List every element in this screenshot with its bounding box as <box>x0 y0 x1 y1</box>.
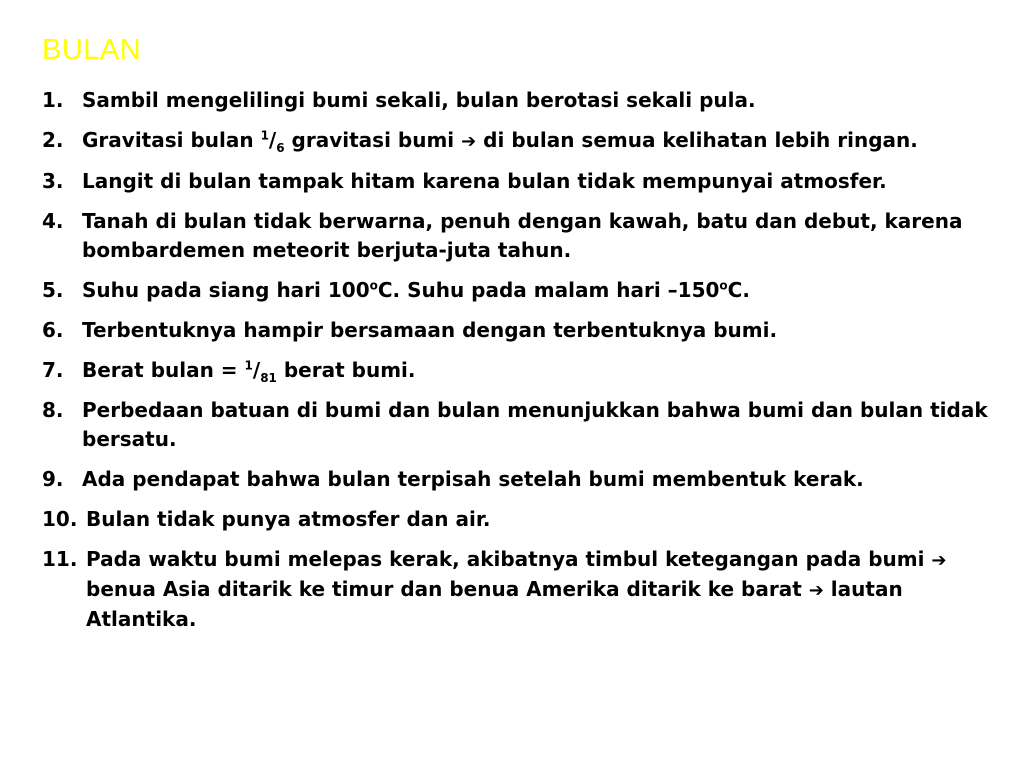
list-item <box>42 505 1012 534</box>
item-number: 8. <box>42 398 64 422</box>
item-text: Gravitasi bulan <box>82 128 261 152</box>
list-item <box>42 86 1012 115</box>
fraction-denominator: 81 <box>260 371 277 385</box>
list-item <box>42 545 1012 634</box>
item-text: Bulan tidak punya atmosfer dan air. <box>86 507 491 531</box>
item-number: 6. <box>42 318 64 342</box>
item-text: gravitasi bumi <box>284 128 462 152</box>
item-text: Suhu pada siang hari 100 <box>82 278 370 302</box>
list-item <box>42 465 1012 494</box>
item-text: Tanah di bulan tidak berwarna, penuh dengan kawah, batu dan debut, karena bombardemen meteorit berjuta-juta tahun. <box>82 209 963 262</box>
item-text: Ada pendapat bahwa bulan terpisah setelah bumi membentuk kerak. <box>82 467 864 491</box>
item-number: 2. <box>42 128 64 152</box>
item-number: 4. <box>42 209 64 233</box>
fact-list <box>42 86 1012 645</box>
fraction-slash: / <box>252 358 261 382</box>
right-arrow-icon: ➔ <box>461 131 477 152</box>
item-number: 7. <box>42 358 64 382</box>
item-text: C. Suhu pada malam hari –150 <box>377 278 720 302</box>
degree-mark: o <box>719 278 728 293</box>
item-text: berat bumi. <box>276 358 416 382</box>
item-text: Langit di bulan tampak hitam karena bulan tidak mempunyai atmosfer. <box>82 169 887 193</box>
item-number: 5. <box>42 278 64 302</box>
item-number: 9. <box>42 467 64 491</box>
item-text: Pada waktu bumi melepas kerak, akibatnya timbul ketegangan pada bumi <box>86 547 932 571</box>
fraction-numerator: 1 <box>244 358 253 373</box>
item-text: Terbentuknya hampir bersamaan dengan terbentuknya bumi. <box>82 318 778 342</box>
slide-title: BULAN <box>42 34 142 66</box>
item-number: 3. <box>42 169 64 193</box>
item-text: di bulan semua kelihatan lebih ringan. <box>476 128 918 152</box>
list-item <box>42 167 1012 196</box>
degree-mark: o <box>369 278 378 293</box>
fraction-numerator: 1 <box>260 128 269 143</box>
list-item <box>42 356 1012 385</box>
item-text: Perbedaan batuan di bumi dan bulan menunjukkan bahwa bumi dan bulan tidak bersatu. <box>82 398 988 451</box>
item-text: Sambil mengelilingi bumi sekali, bulan berotasi sekali pula. <box>82 88 756 112</box>
right-arrow-icon: ➔ <box>808 580 824 601</box>
item-text: Berat bulan = <box>82 358 245 382</box>
item-number: 11. <box>42 547 78 571</box>
item-text: C. <box>727 278 750 302</box>
list-item <box>42 276 1012 305</box>
right-arrow-icon: ➔ <box>931 550 947 571</box>
item-text: benua Asia ditarik ke timur dan benua Amerika ditarik ke barat <box>86 577 809 601</box>
fraction-denominator: 6 <box>276 141 285 155</box>
list-item <box>42 316 1012 345</box>
item-text: lautan Atlantika. <box>86 577 903 631</box>
list-item <box>42 207 1012 265</box>
item-number: 10. <box>42 507 78 531</box>
list-item <box>42 396 1012 454</box>
fraction-slash: / <box>268 128 277 152</box>
list-item <box>42 126 1012 156</box>
item-number: 1. <box>42 88 64 112</box>
